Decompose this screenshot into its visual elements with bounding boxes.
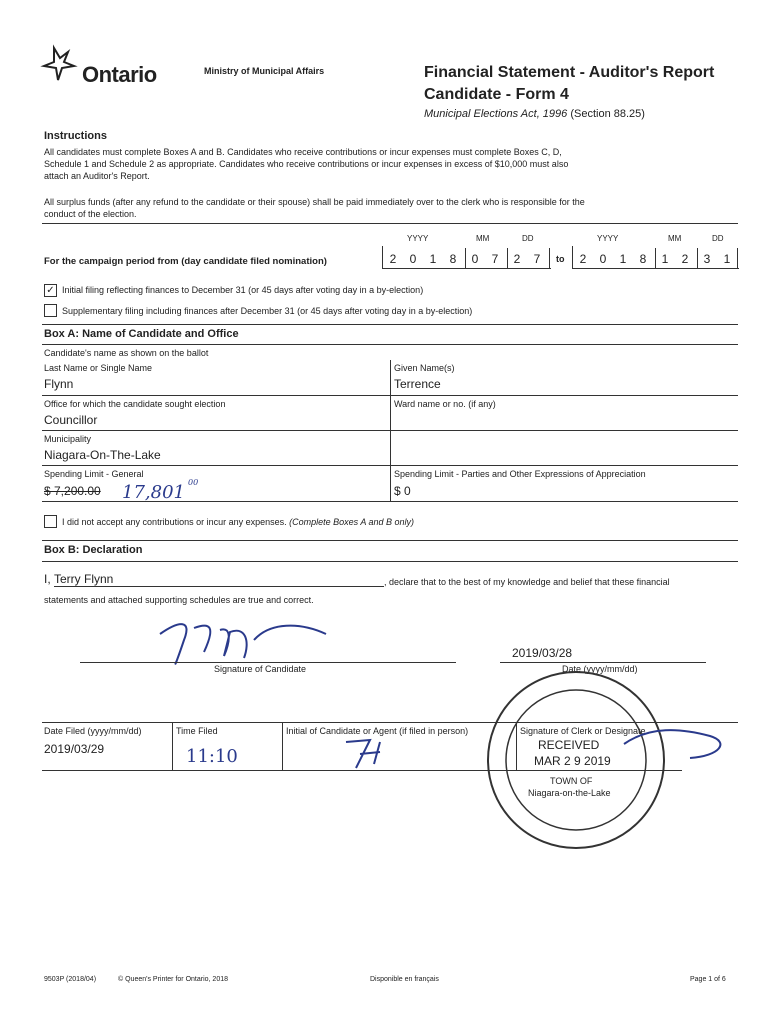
- form-code: 9503P (2018/04): [44, 976, 97, 983]
- name-on-ballot-label: Candidate's name as shown on the ballot: [44, 348, 209, 358]
- office-field[interactable]: Councillor: [44, 413, 98, 427]
- french-availability: Disponible en français: [370, 976, 439, 983]
- date-digit: 7: [491, 252, 499, 266]
- logo-text: Ontario: [82, 62, 157, 87]
- to-label: to: [556, 254, 565, 264]
- declarant-prefix: I,: [44, 572, 51, 586]
- initial-filing-label: Initial filing reflecting finances to December 31 (or 45 days after voting day in a by-election): [62, 285, 424, 295]
- digit-divider: [549, 248, 550, 268]
- copyright: © Queen's Printer for Ontario, 2018: [118, 976, 228, 983]
- instructions-heading: Instructions: [44, 130, 107, 142]
- dd-label: DD: [712, 234, 724, 243]
- no-contributions-text: I did not accept any contributions or incur any expenses.: [62, 517, 287, 527]
- ontario-logo: [38, 44, 188, 90]
- field-divider: [390, 465, 391, 501]
- box-a-heading: Box A: Name of Candidate and Office: [44, 328, 239, 340]
- mm-label: MM: [476, 234, 490, 243]
- to-date-boxes: [572, 246, 739, 269]
- ward-label: Ward name or no. (if any): [394, 399, 496, 409]
- date-filed-field[interactable]: 2019/03/29: [44, 742, 105, 756]
- date-digit: 8: [449, 252, 457, 266]
- date-filed-label: Date Filed (yyyy/mm/dd): [44, 726, 142, 736]
- campaign-period: [42, 228, 738, 272]
- declaration-text-2: statements and attached supporting schedules are true and correct.: [44, 595, 314, 605]
- instructions-para2: [44, 196, 734, 220]
- field-divider: [172, 722, 173, 770]
- no-contributions-label: [62, 517, 414, 527]
- instructions-line: All candidates must complete Boxes A and B. Candidates who receive contributions or incur expenses must complete Boxes C, D,: [44, 147, 562, 157]
- divider: [42, 223, 738, 224]
- date-digit: 2: [579, 252, 587, 266]
- given-names-label: Given Name(s): [394, 363, 455, 373]
- given-names-field[interactable]: Terrence: [394, 377, 441, 391]
- form-title-line2: Candidate - Form 4: [424, 86, 569, 103]
- yyyy-label: YYYY: [597, 234, 619, 243]
- act-reference: [424, 108, 645, 120]
- digit-divider: [737, 248, 738, 268]
- initial-label: Initial of Candidate or Agent (if filed in person): [286, 726, 469, 736]
- spending-general-printed[interactable]: $ 7,200.00: [44, 484, 101, 498]
- divider: [42, 540, 738, 541]
- mm-label: MM: [668, 234, 682, 243]
- no-contributions-note: (Complete Boxes A and B only): [289, 517, 415, 527]
- date-digit: 0: [409, 252, 417, 266]
- date-digit: 2: [389, 252, 397, 266]
- trillium-icon: [38, 44, 84, 90]
- digit-divider: [507, 248, 508, 268]
- date-digit: 8: [639, 252, 647, 266]
- digit-divider: [697, 248, 698, 268]
- stamp-date: MAR 2 9 2019: [534, 754, 611, 768]
- declaration-text: , declare that to the best of my knowledge and belief that these financial: [384, 577, 670, 587]
- dd-label: DD: [522, 234, 534, 243]
- digit-divider: [655, 248, 656, 268]
- spending-general-handwritten: 17,801: [122, 482, 185, 503]
- ministry-name: Ministry of Municipal Affairs: [204, 66, 325, 76]
- divider: [42, 344, 738, 345]
- stamp-town: TOWN OF: [550, 776, 593, 786]
- divider: [42, 324, 738, 325]
- box-b-heading: Box B: Declaration: [44, 544, 143, 556]
- period-label: For the campaign period from (day candidate filed nomination): [44, 256, 327, 267]
- last-name-label: Last Name or Single Name: [44, 363, 153, 373]
- spending-parties-field[interactable]: $ 0: [394, 484, 411, 498]
- date-digit: 1: [661, 252, 669, 266]
- divider: [42, 561, 738, 562]
- spending-parties-label: Spending Limit - Parties and Other Expressions of Appreciation: [394, 469, 646, 479]
- clerk-signature: [620, 720, 740, 770]
- from-date-boxes: [382, 246, 551, 269]
- spending-general-label: Spending Limit - General: [44, 469, 144, 479]
- supplementary-filing-checkbox[interactable]: [44, 304, 57, 317]
- time-filed-field[interactable]: 11:10: [186, 746, 238, 767]
- act-section: (Section 88.25): [570, 108, 645, 120]
- digit-divider: [465, 248, 466, 268]
- instructions-line: All surplus funds (after any refund to the candidate or their spouse) shall be paid immediately over to the clerk who is responsible for the: [44, 197, 585, 207]
- divider: [42, 430, 738, 431]
- divider: [42, 395, 738, 396]
- spending-general-cents: 00: [188, 478, 199, 487]
- no-contributions-checkbox[interactable]: [44, 515, 57, 528]
- time-filed-label: Time Filed: [176, 726, 218, 736]
- date-digit: 0: [471, 252, 479, 266]
- declarant-name-field[interactable]: Terry Flynn: [54, 572, 114, 586]
- initial-filing-checkbox[interactable]: ✓: [44, 284, 57, 297]
- instructions-para1: [44, 146, 734, 182]
- yyyy-label: YYYY: [407, 234, 429, 243]
- field-divider: [390, 360, 391, 476]
- clerk-signature-label: Signature of Clerk or Designate: [520, 726, 646, 736]
- instructions-line: attach an Auditor's Report.: [44, 171, 150, 181]
- signature-label: Signature of Candidate: [214, 664, 307, 674]
- municipality-field[interactable]: Niagara-On-The-Lake: [44, 448, 161, 462]
- date-digit: 3: [703, 252, 711, 266]
- stamp-received: RECEIVED: [538, 738, 600, 752]
- date-digit: 2: [513, 252, 521, 266]
- page-number: Page 1 of 6: [690, 976, 726, 983]
- municipality-label: Municipality: [44, 434, 92, 444]
- declaration-date-field[interactable]: 2019/03/28: [512, 646, 573, 660]
- date-digit: 1: [723, 252, 731, 266]
- date-label: Date (yyyy/mm/dd): [562, 664, 638, 674]
- stamp-municipality: Niagara-on-the-Lake: [528, 788, 611, 798]
- last-name-field[interactable]: Flynn: [44, 377, 74, 391]
- agent-initial-signature: [340, 734, 400, 774]
- date-digit: 2: [681, 252, 689, 266]
- office-label: Office for which the candidate sought election: [44, 399, 226, 409]
- form-title-line1: Financial Statement - Auditor's Report: [424, 64, 715, 81]
- date-digit: 7: [533, 252, 541, 266]
- divider: [42, 501, 738, 502]
- act-name: Municipal Elections Act, 1996: [424, 108, 568, 120]
- signature-line: [80, 662, 456, 663]
- date-digit: 0: [599, 252, 607, 266]
- declarant-underline: [54, 586, 384, 587]
- field-divider: [282, 722, 283, 770]
- instructions-line: conduct of the election.: [44, 209, 137, 219]
- date-digit: 1: [619, 252, 627, 266]
- date-digit: 1: [429, 252, 437, 266]
- supplementary-filing-label: Supplementary filing including finances after December 31 (or 45 days after voting day in a by-election): [62, 306, 473, 316]
- date-line: [500, 662, 706, 663]
- instructions-line: Schedule 1 and Schedule 2 as appropriate. Candidates who receive contributions or incur expenses in excess of $10,000 must also: [44, 159, 569, 169]
